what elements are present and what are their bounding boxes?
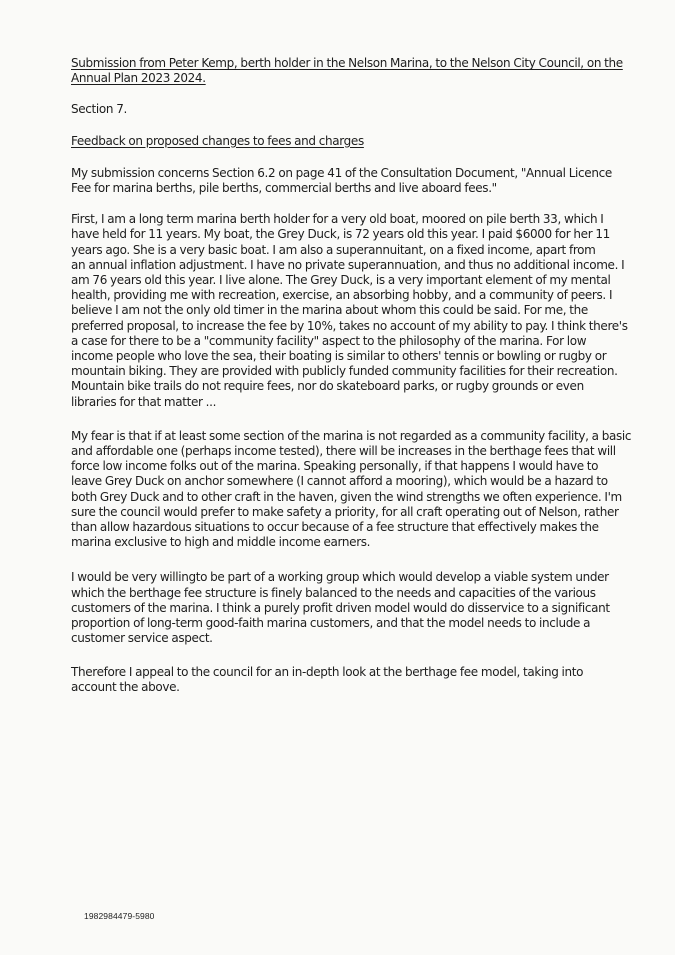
section-label: Section 7. [71, 102, 127, 117]
text-line: believe I am not the only old timer in the marina about whom this could be said. For me, the [71, 303, 588, 318]
text-line: Mountain bike trails do not require fees, nor do skateboard parks, or rugby grounds or even [71, 379, 584, 394]
text-line: income people who love the sea, their boating is similar to others' tennis or bowling or rugby or [71, 349, 607, 364]
paragraph-closing-appeal [71, 665, 631, 695]
text-line: proportion of long-term good-faith marina customers, and that the model needs to include a [71, 616, 591, 631]
text-line: marina exclusive to high and middle income earners. [71, 535, 371, 550]
text-line: am 76 years old this year. I live alone. The Grey Duck, is a very important element of my mental [71, 273, 611, 288]
text-line: customer service aspect. [71, 631, 213, 646]
text-line: and affordable one (perhaps income tested), there will be increases in the berthage fees that will [71, 444, 616, 459]
document-id-footer: 1982984479-5980 [84, 911, 155, 921]
text-line: preferred proposal, to increase the fee by 10%, takes no account of my ability to pay. I think there's [71, 318, 628, 333]
text-line: mountain biking. They are provided with publicly funded community facilities for their recreation. [71, 364, 618, 379]
text-line: have held for 11 years. My boat, the Grey Duck, is 72 years old this year. I paid $6000 for her 11 [71, 227, 610, 242]
title-line: Submission from Peter Kemp, berth holder in the Nelson Marina, to the Nelson City Council, on the [71, 56, 623, 70]
text-line: than allow hazardous situations to occur because of a fee structure that effectively makes the [71, 520, 599, 535]
text-line: health, providing me with recreation, exercise, an absorbing hobby, and a community of peers. I [71, 288, 613, 303]
text-line: years ago. She is a very basic boat. I am also a superannuitant, on a fixed income, apart from [71, 242, 596, 257]
text-line: First, I am a long term marina berth holder for a very old boat, moored on pile berth 33, which I [71, 212, 604, 227]
text-line: leave Grey Duck on anchor somewhere (I cannot afford a mooring), which would be a hazard to [71, 474, 608, 489]
text-line: Fee for marina berths, pile berths, commercial berths and live aboard fees." [71, 181, 497, 196]
text-line: My submission concerns Section 6.2 on page 41 of the Consultation Document, "Annual Licence [71, 165, 612, 180]
text-line: both Grey Duck and to other craft in the haven, given the wind strengths we often experience. I'm [71, 489, 622, 504]
text-line: sure the council would prefer to make safety a priority, for all craft operating out of Nelson, rather [71, 504, 619, 519]
text-line: My fear is that if at least some section of the marina is not regarded as a community facility, a basic [71, 428, 632, 443]
document-body [71, 56, 631, 695]
text-line: a case for there to be a "community facility" aspect to the philosophy of the marina. For low [71, 333, 587, 348]
text-line: customers of the marina. I think a purely profit driven model would do disservice to a significant [71, 600, 610, 615]
text-line: libraries for that matter ... [71, 394, 217, 409]
text-line: force low income folks out of the marina. Speaking personally, if that happens I would have to [71, 459, 599, 474]
paragraph-submission-scope [71, 166, 631, 196]
text-line: an annual inflation adjustment. I have no private superannuation, and thus no additional income. I [71, 257, 625, 272]
text-line: I would be very willingto be part of a working group which would develop a viable system under [71, 570, 609, 585]
text-line: which the berthage fee structure is finely balanced to the needs and capacities of the various [71, 585, 596, 600]
paragraph-working-group-offer [71, 570, 631, 646]
feedback-heading: Feedback on proposed changes to fees and charges [71, 133, 364, 148]
text-line: account the above. [71, 679, 180, 694]
text-line: Therefore I appeal to the council for an in-depth look at the berthage fee model, taking into [71, 664, 584, 679]
paragraph-community-facility-concern [71, 429, 631, 551]
paragraph-personal-circumstances [71, 212, 631, 410]
submission-title [71, 56, 631, 86]
title-line: Annual Plan 2023 2024. [71, 71, 206, 86]
